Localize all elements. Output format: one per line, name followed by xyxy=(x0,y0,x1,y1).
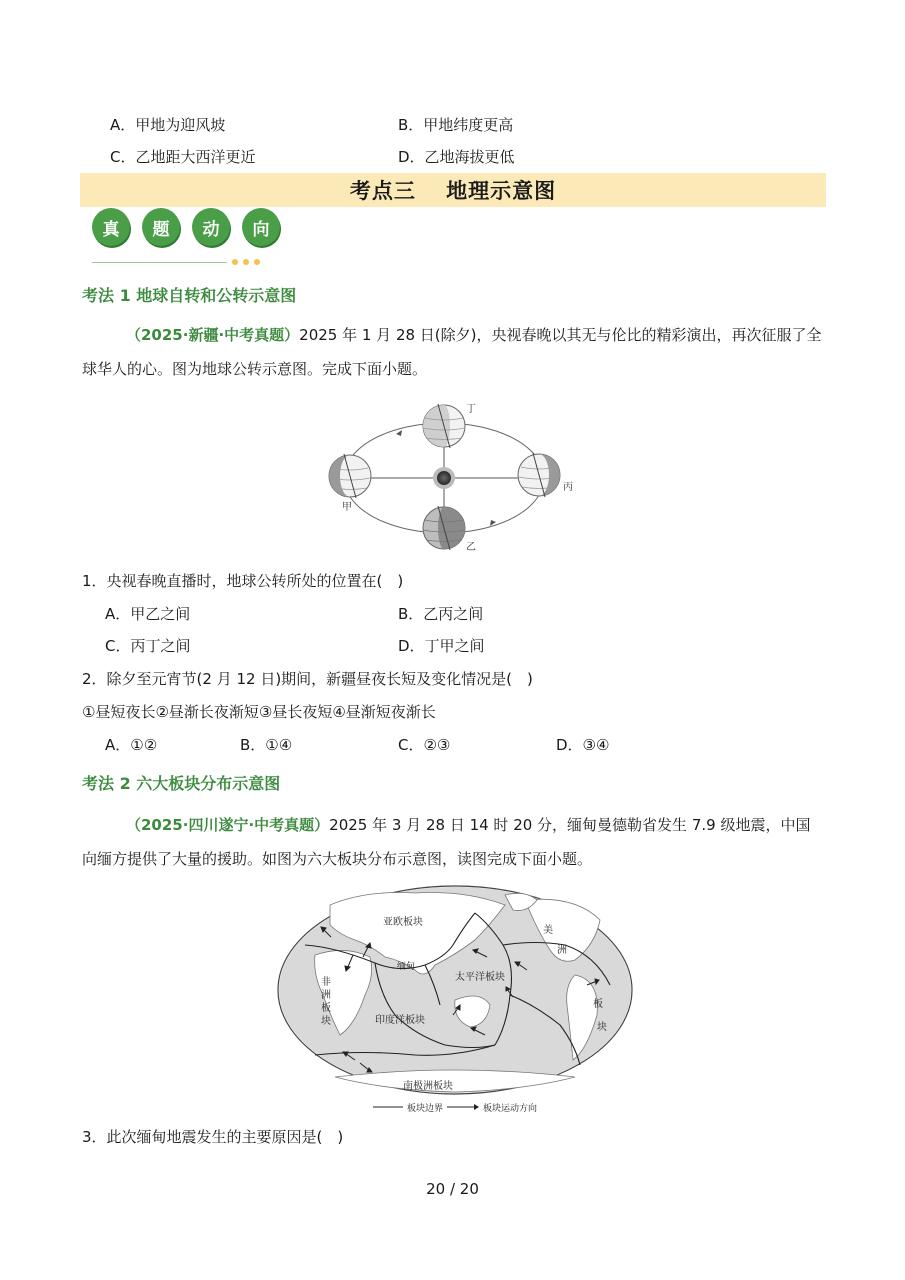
q1-option-c: C．丙丁之间 xyxy=(105,637,191,655)
q1-option-b: B．乙丙之间 xyxy=(398,605,484,623)
sun-icon xyxy=(437,471,451,485)
q2-option-d: D．③④ xyxy=(556,736,610,754)
earth-yi xyxy=(423,506,465,550)
label-bing: 丙 xyxy=(563,482,573,493)
kaofa-heading-1: 考法 1 地球自转和公转示意图 xyxy=(82,286,297,305)
label-american-3: 板 xyxy=(593,999,603,1010)
question-intro-1 xyxy=(82,318,822,386)
label-ding: 丁 xyxy=(466,404,476,415)
q2-option-c: C．②③ xyxy=(398,736,451,754)
option-b: B．甲地纬度更高 xyxy=(398,116,514,134)
decorative-dots xyxy=(232,259,260,265)
legend-arrow-icon xyxy=(474,1104,479,1110)
question-1-stem: 1．央视春晚直播时，地球公转所处的位置在( ) xyxy=(82,572,404,590)
label-eurasian: 亚欧板块 xyxy=(383,917,423,928)
q2-option-a: A．①② xyxy=(105,736,158,754)
q1-option-d: D．丁甲之间 xyxy=(398,637,485,655)
question-source: （2025·新疆·中考真题） xyxy=(126,326,300,344)
badge-group xyxy=(92,208,280,246)
q1-option-a: A．甲乙之间 xyxy=(105,605,191,623)
page-number: 20 / 20 xyxy=(426,1180,479,1198)
label-american-1: 美 xyxy=(543,925,553,936)
option-a: A．甲地为迎风坡 xyxy=(110,116,226,134)
section-header xyxy=(80,173,826,207)
label-american-4: 块 xyxy=(597,1022,607,1033)
earth-orbit-diagram xyxy=(320,398,585,558)
label-myanmar: 缅甸 xyxy=(397,962,416,972)
question-source: （2025·四川遂宁·中考真题） xyxy=(126,816,330,834)
question-3-stem: 3．此次缅甸地震发生的主要原因是( ) xyxy=(82,1128,344,1146)
question-2-choices: ①昼短夜长②昼渐长夜渐短③昼长夜短④昼渐短夜渐长 xyxy=(82,703,436,721)
divider xyxy=(92,262,227,263)
badge: 真 xyxy=(92,208,130,246)
label-american-2: 洲 xyxy=(557,945,567,956)
question-intro-text: 2025 年 1 月 28 日(除夕)，央视春晚以其无与伦比的精彩演出，再次征服了全球华人的心。图为地球公转示意图。完成下面小题。 xyxy=(82,326,822,378)
earth-jia xyxy=(329,454,371,498)
legend-boundary: 板块边界 xyxy=(407,1104,444,1114)
label-african-3: 板 xyxy=(321,1003,331,1014)
badge: 动 xyxy=(192,208,230,246)
label-indian: 印度洋板块 xyxy=(375,1015,425,1026)
label-jia: 甲 xyxy=(342,502,352,513)
option-d: D．乙地海拔更低 xyxy=(398,148,515,166)
option-c: C．乙地距大西洋更近 xyxy=(110,148,256,166)
label-african-1: 非 xyxy=(321,977,331,988)
earth-bing xyxy=(518,453,560,497)
badge: 题 xyxy=(142,208,180,246)
section-title: 考点三 地理示意图 xyxy=(349,179,557,203)
question-intro-text: 2025 年 3 月 28 日 14 时 20 分，缅甸曼德勒省发生 7.9 级地震，中国向缅方提供了大量的援助。如图为六大板块分布示意图，读图完成下面小题。 xyxy=(82,816,811,868)
label-african-2: 洲 xyxy=(321,990,331,1001)
label-pacific: 太平洋板块 xyxy=(455,972,505,983)
label-antarctic: 南极洲板块 xyxy=(403,1081,453,1092)
question-2-stem: 2．除夕至元宵节(2 月 12 日)期间，新疆昼夜长短及变化情况是( ) xyxy=(82,670,533,688)
orbit-arrow-icon xyxy=(396,430,402,436)
question-intro-2 xyxy=(82,808,822,876)
earth-ding xyxy=(423,404,465,448)
badge: 向 xyxy=(242,208,280,246)
q2-option-b: B．①④ xyxy=(240,736,293,754)
label-yi: 乙 xyxy=(466,542,476,553)
kaofa-heading-2: 考法 2 六大板块分布示意图 xyxy=(82,774,281,793)
label-african-4: 块 xyxy=(321,1016,331,1027)
legend-motion: 板块运动方向 xyxy=(483,1104,538,1114)
plate-map-diagram xyxy=(275,885,635,1115)
